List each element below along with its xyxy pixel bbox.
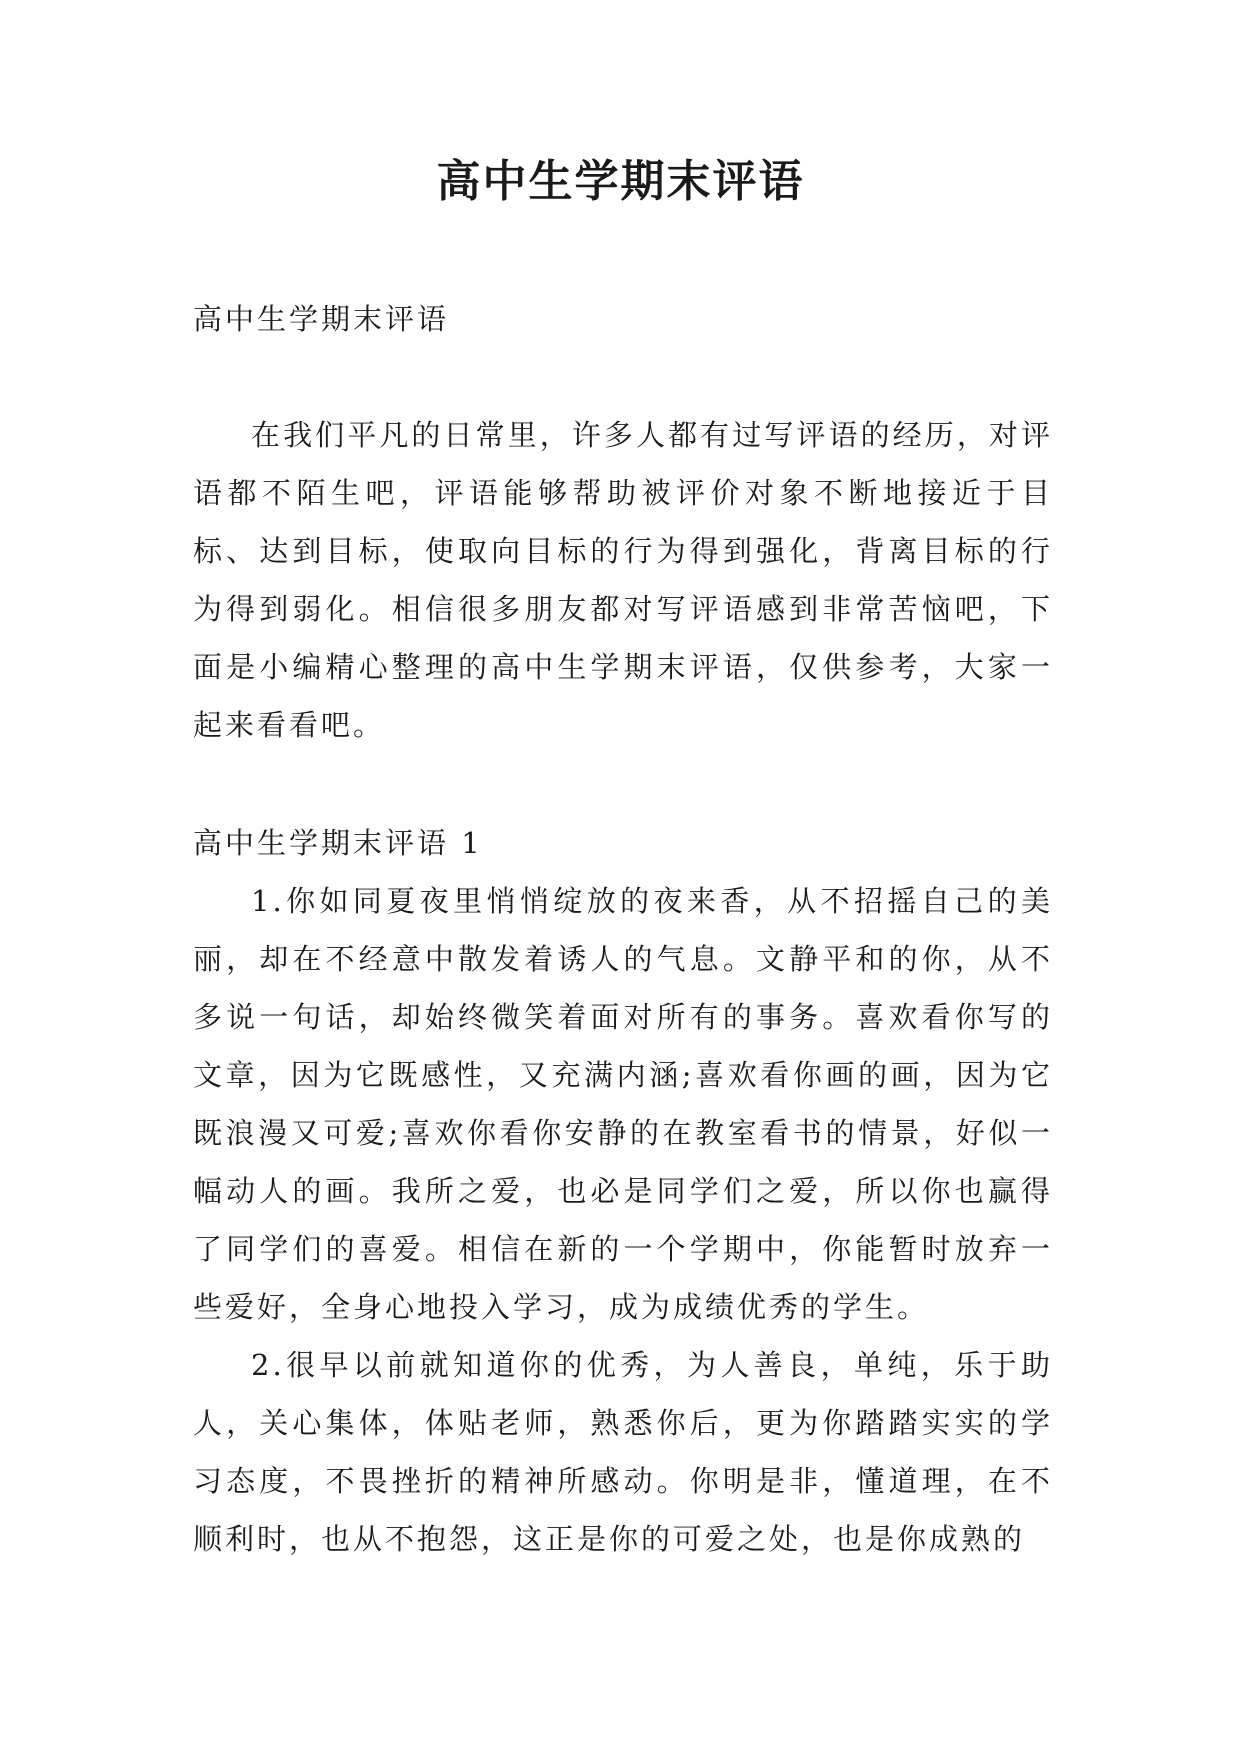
intro-paragraph: 在我们平凡的日常里，许多人都有过写评语的经历，对评语都不陌生吧，评语能够帮助被评价对象不断地接近于目标、达到目标，使取向目标的行为得到强化，背离目标的行为得到弱化。相信很多朋友都对写评语感到非常苦恼吧，下面是小编精心整理的高中生学期末评语，仅供参考，大家一起来看看吧。 [193, 418, 1053, 742]
comment-item-1: 1.你如同夏夜里悄悄绽放的夜来香，从不招摇自己的美丽，却在不经意中散发着诱人的气息。文静平和的你，从不多说一句话，却始终微笑着面对所有的事务。喜欢看你写的文章，因为它既感性，又充满内涵;喜欢看你画的画，因为它既浪漫又可爱;喜欢你看你安静的在教室看书的情景，好似一幅动人的画。我所之爱，也必是同学们之爱，所以你也赢得了同学们的喜爱。相信在新的一个学期中，你能暂时放弃一些爱好，全身心地投入学习，成为成绩优秀的学生。 [193, 884, 1053, 1324]
document-subtitle: 高中生学期末评语 [193, 302, 450, 336]
document-title: 高中生学期末评语 [436, 156, 805, 207]
document-body [193, 290, 1053, 1568]
section-heading: 高中生学期末评语 1 [193, 826, 483, 860]
comment-item-2: 2.很早以前就知道你的优秀，为人善良，单纯，乐于助人，关心集体，体贴老师，熟悉你后，更为你踏踏实实的学习态度，不畏挫折的精神所感动。你明是非，懂道理，在不顺利时，也从不抱怨，这正是你的可爱之处，也是你成熟的 [193, 1348, 1053, 1556]
